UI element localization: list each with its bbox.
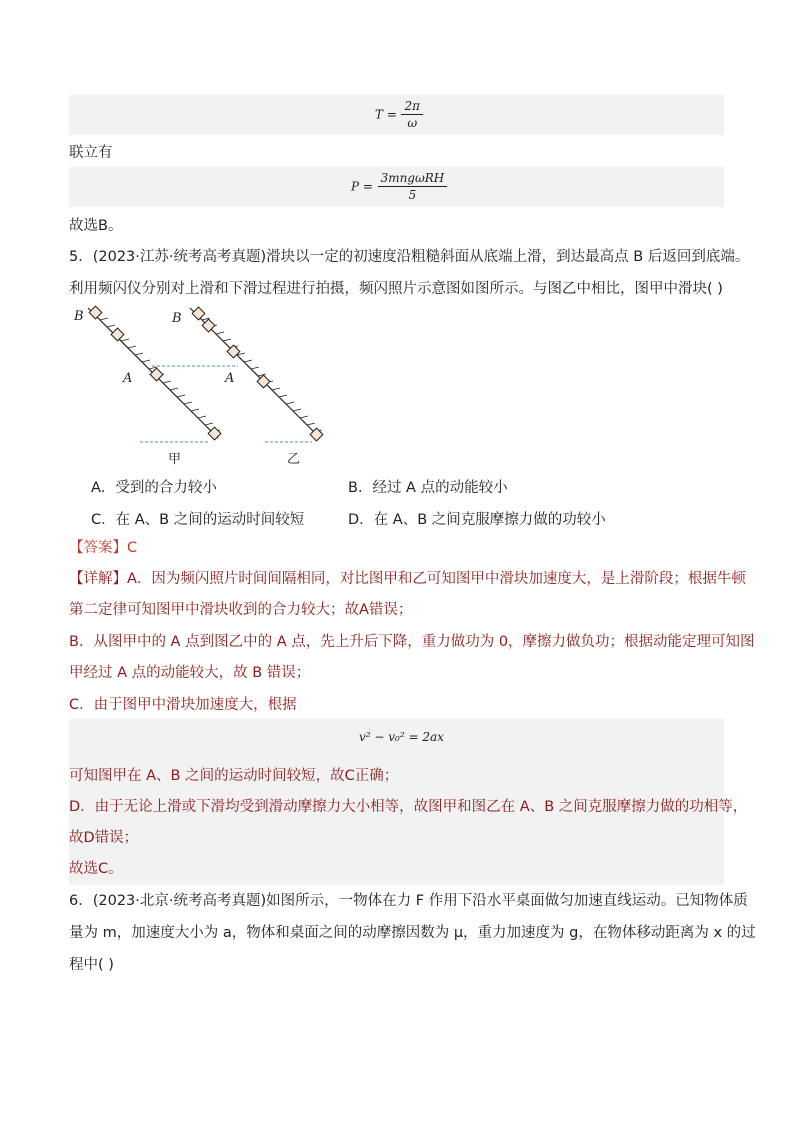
label-a-yi: A (225, 371, 235, 386)
q5-detail-line4: 甲经过 A 点的动能较大，故 B 错误； (69, 665, 311, 681)
equation-power (351, 171, 447, 202)
q5-figure (60, 300, 350, 470)
q5-detail-line8: 故D错误； (69, 830, 139, 846)
q6-stem-line3: 程中( ) (69, 957, 114, 973)
equation-period (375, 99, 423, 130)
eq-denominator: ω (407, 116, 418, 130)
q5-detail-line3: B．从图甲中的 A 点到图乙中的 A 点，先上升后下降，重力做功为 0，摩擦力做负功；根据动能定理可知图 (69, 634, 755, 650)
equation-box-power (69, 167, 724, 207)
eq-lhs: P = (351, 179, 373, 194)
eq-denominator: 5 (408, 188, 417, 202)
q5-option-b: B．经过 A 点的动能较小 (348, 480, 508, 496)
eq-fraction (378, 171, 448, 202)
eq-fraction (401, 99, 423, 130)
eq-numerator: 2π (401, 99, 423, 115)
equation-box-kinematics (69, 719, 724, 759)
label-b-yi: B (172, 311, 182, 326)
block-jia-3 (150, 368, 163, 381)
eq-lhs: T = (375, 107, 397, 122)
block-jia-4 (208, 427, 221, 440)
label-a-jia: A (123, 371, 133, 386)
q5-answer: 【答案】C (69, 540, 138, 556)
block-yi-2 (202, 319, 215, 332)
q5-stem-line1: 5．(2023·江苏·统考高考真题)滑块以一定的初速度沿粗糙斜面从底端上滑，到达最高点 B 后返回到底端。 (69, 249, 750, 265)
q5-detail-line9: 故选C。 (69, 861, 123, 877)
caption-jia: 甲 (168, 452, 182, 467)
q5-option-c: C．在 A、B 之间的运动时间较短 (91, 512, 305, 528)
q6-stem-line1: 6．(2023·北京·统考高考真题)如图所示，一物体在力 F 作用下沿水平桌面做匀加速直线运动。已知物体质 (69, 893, 748, 909)
q5-detail-line2: 第二定律可知图甲中滑块收到的合力较大；故A错误； (69, 602, 413, 618)
equation-kinematics: v² − v₀² = 2ax (359, 730, 444, 744)
block-yi-1 (192, 307, 205, 320)
q5-option-a: A．受到的合力较小 (91, 480, 217, 496)
q5-stem-line2: 利用频闪仪分别对上滑和下滑过程进行拍摄，频闪照片示意图如图所示。与图乙中相比，图甲中滑块( ) (69, 281, 723, 297)
q6-stem-line2: 量为 m，加速度大小为 a，物体和桌面之间的动摩擦因数为 μ，重力加速度为 g，在物体移动距离为 x 的过 (69, 925, 756, 941)
eq-numerator: 3mngωRH (378, 171, 448, 187)
label-b-jia: B (74, 309, 84, 324)
q5-detail-line1: 【详解】A．因为频闪照片时间间隔相同，对比图甲和乙可知图甲中滑块加速度大，是上滑阶段；根据牛顿 (69, 571, 746, 587)
block-jia-2 (111, 328, 124, 341)
q5-detail-line6: 可知图甲在 A、B 之间的运动时间较短，故C正确； (69, 768, 399, 784)
caption-yi: 乙 (287, 452, 301, 467)
text-combine: 联立有 (69, 145, 113, 161)
q5-detail-line5: C．由于图甲中滑块加速度大，根据 (69, 697, 297, 713)
q5-option-d: D．在 A、B 之间克服摩擦力做的功较小 (348, 512, 606, 528)
text-choose-b: 故选B。 (69, 218, 123, 234)
equation-box-period (69, 95, 724, 135)
q5-detail-line7: D．由于无论上滑或下滑均受到滑动摩擦力大小相等，故图甲和图乙在 A、B 之间克服摩擦力做的功相等， (69, 799, 748, 815)
block-jia-1 (89, 306, 102, 319)
